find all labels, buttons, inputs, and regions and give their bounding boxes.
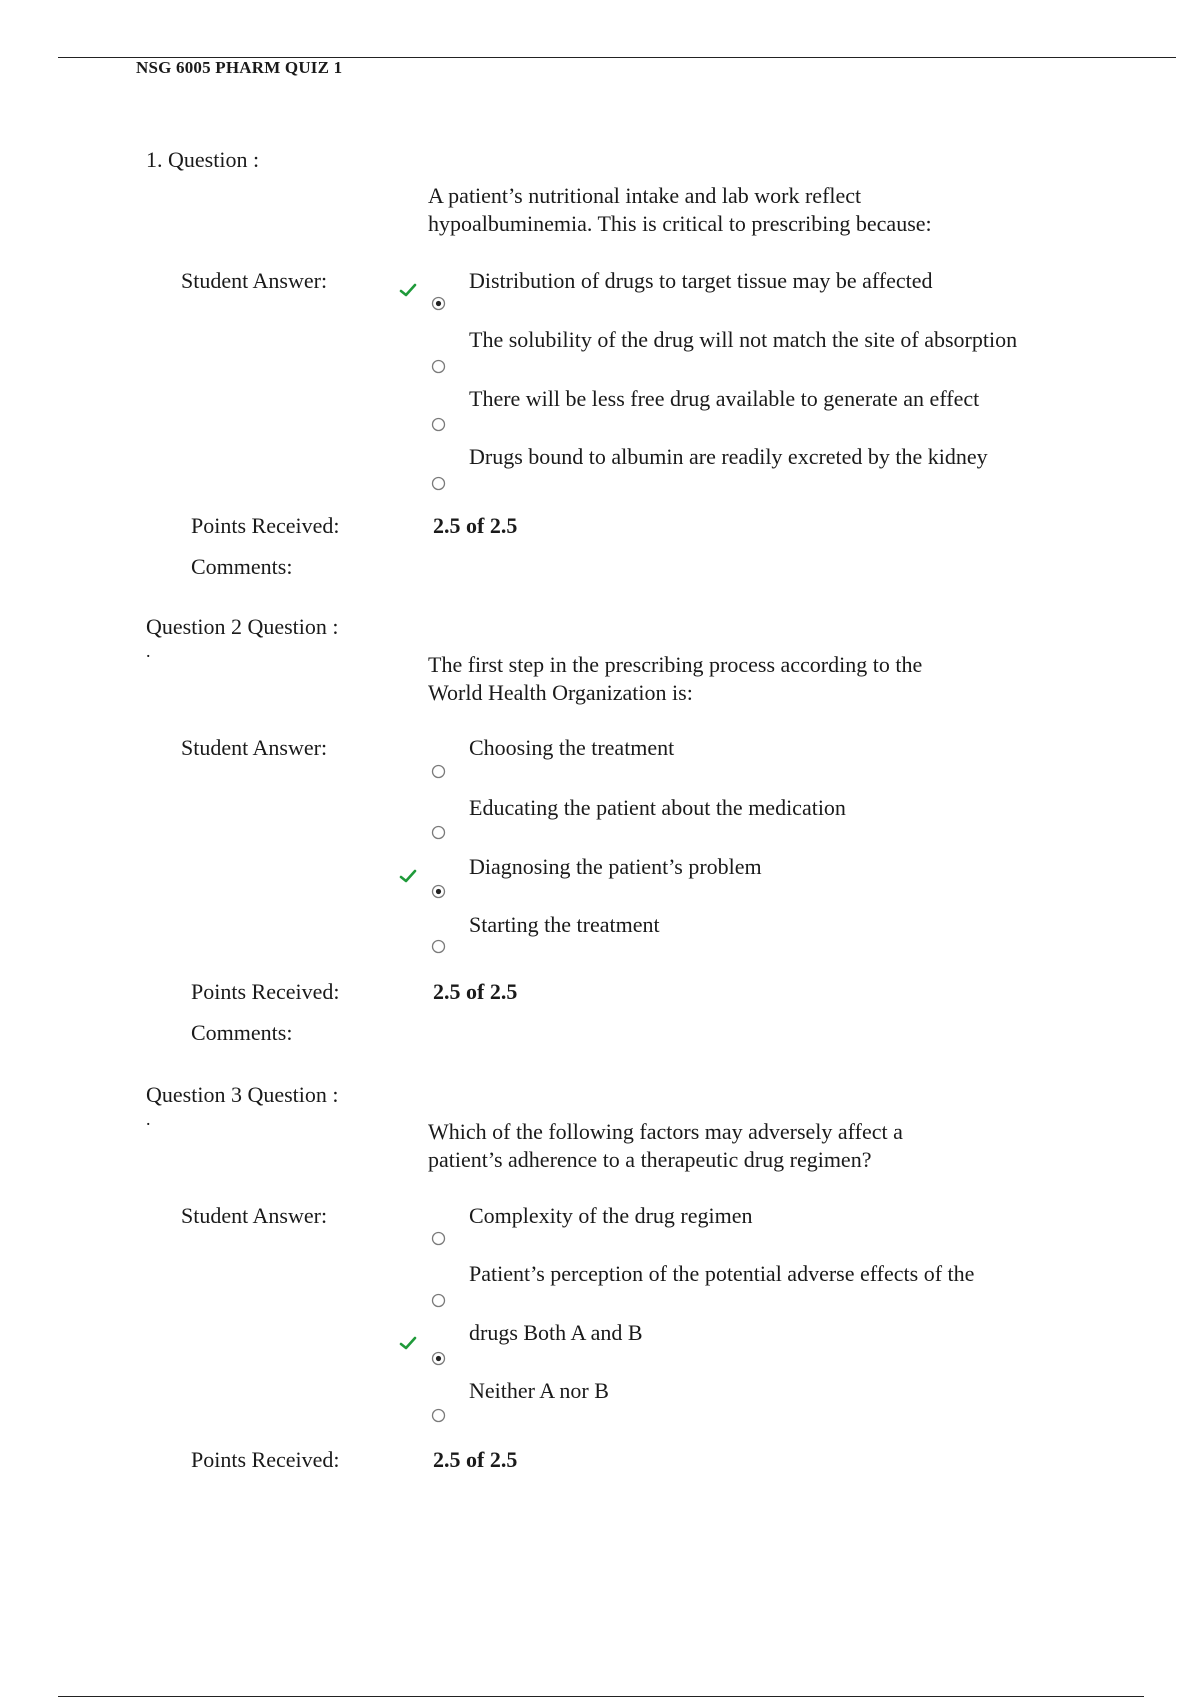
student-answer-label: Student Answer: — [181, 1203, 328, 1228]
document-title: NSG 6005 PHARM QUIZ 1 — [136, 58, 343, 77]
correct-check-icon — [399, 1336, 417, 1350]
student-answer-label: Student Answer: — [181, 735, 328, 760]
answer-option: Diagnosing the patient’s problem — [469, 854, 762, 879]
answer-option: drugs Both A and B — [469, 1320, 643, 1345]
comments-label: Comments: — [191, 1020, 293, 1045]
answer-option: Drugs bound to albumin are readily excreted by the kidney — [469, 444, 988, 469]
student-answer-label: Student Answer: — [181, 268, 328, 293]
correct-check-icon — [399, 869, 417, 883]
radio-unselected[interactable] — [431, 1408, 446, 1423]
answer-option: There will be less free drug available to generate an effect — [469, 386, 980, 411]
correct-check-icon — [399, 283, 417, 297]
question-dot: . — [146, 1109, 151, 1129]
points-received-label: Points Received: — [191, 1447, 340, 1472]
prompt-line: hypoalbuminemia. This is critical to prescribing because: — [428, 211, 932, 236]
points-received-label: Points Received: — [191, 513, 340, 538]
radio-unselected[interactable] — [431, 1231, 446, 1246]
answer-option: Patient’s perception of the potential adverse effects of the — [469, 1261, 975, 1286]
question-prompt — [428, 182, 988, 238]
answer-option: Choosing the treatment — [469, 735, 675, 760]
footer-rule — [58, 1696, 1144, 1697]
answer-option: Starting the treatment — [469, 912, 660, 937]
radio-selected[interactable] — [431, 296, 446, 311]
question-title: 1. Question : — [146, 147, 260, 172]
answer-option: Distribution of drugs to target tissue may be affected — [469, 268, 933, 293]
answer-option: Educating the patient about the medication — [469, 795, 846, 820]
radio-unselected[interactable] — [431, 764, 446, 779]
radio-unselected[interactable] — [431, 359, 446, 374]
radio-selected[interactable] — [431, 1351, 446, 1366]
question-prompt — [428, 1118, 988, 1174]
answer-option: The solubility of the drug will not match the site of absorption — [469, 327, 1018, 352]
radio-selected[interactable] — [431, 884, 446, 899]
prompt-line: Which of the following factors may adversely affect a — [428, 1119, 903, 1144]
prompt-line: A patient’s nutritional intake and lab work reflect — [428, 183, 862, 208]
prompt-line: The first step in the prescribing process according to the — [428, 652, 923, 677]
radio-unselected[interactable] — [431, 939, 446, 954]
question-dot: . — [146, 641, 151, 661]
answer-option: Complexity of the drug regimen — [469, 1203, 753, 1228]
answer-option: Neither A nor B — [469, 1378, 609, 1403]
radio-unselected[interactable] — [431, 1293, 446, 1308]
question-title: Question 2 Question : — [146, 614, 339, 639]
prompt-line: patient’s adherence to a therapeutic drug regimen? — [428, 1147, 872, 1172]
prompt-line: World Health Organization is: — [428, 680, 693, 705]
radio-unselected[interactable] — [431, 825, 446, 840]
comments-label: Comments: — [191, 554, 293, 579]
points-received-label: Points Received: — [191, 979, 340, 1004]
question-title: Question 3 Question : — [146, 1082, 339, 1107]
radio-unselected[interactable] — [431, 417, 446, 432]
points-value: 2.5 of 2.5 — [433, 513, 518, 538]
question-prompt — [428, 651, 988, 707]
points-value: 2.5 of 2.5 — [433, 979, 518, 1004]
radio-unselected[interactable] — [431, 476, 446, 491]
points-value: 2.5 of 2.5 — [433, 1447, 518, 1472]
